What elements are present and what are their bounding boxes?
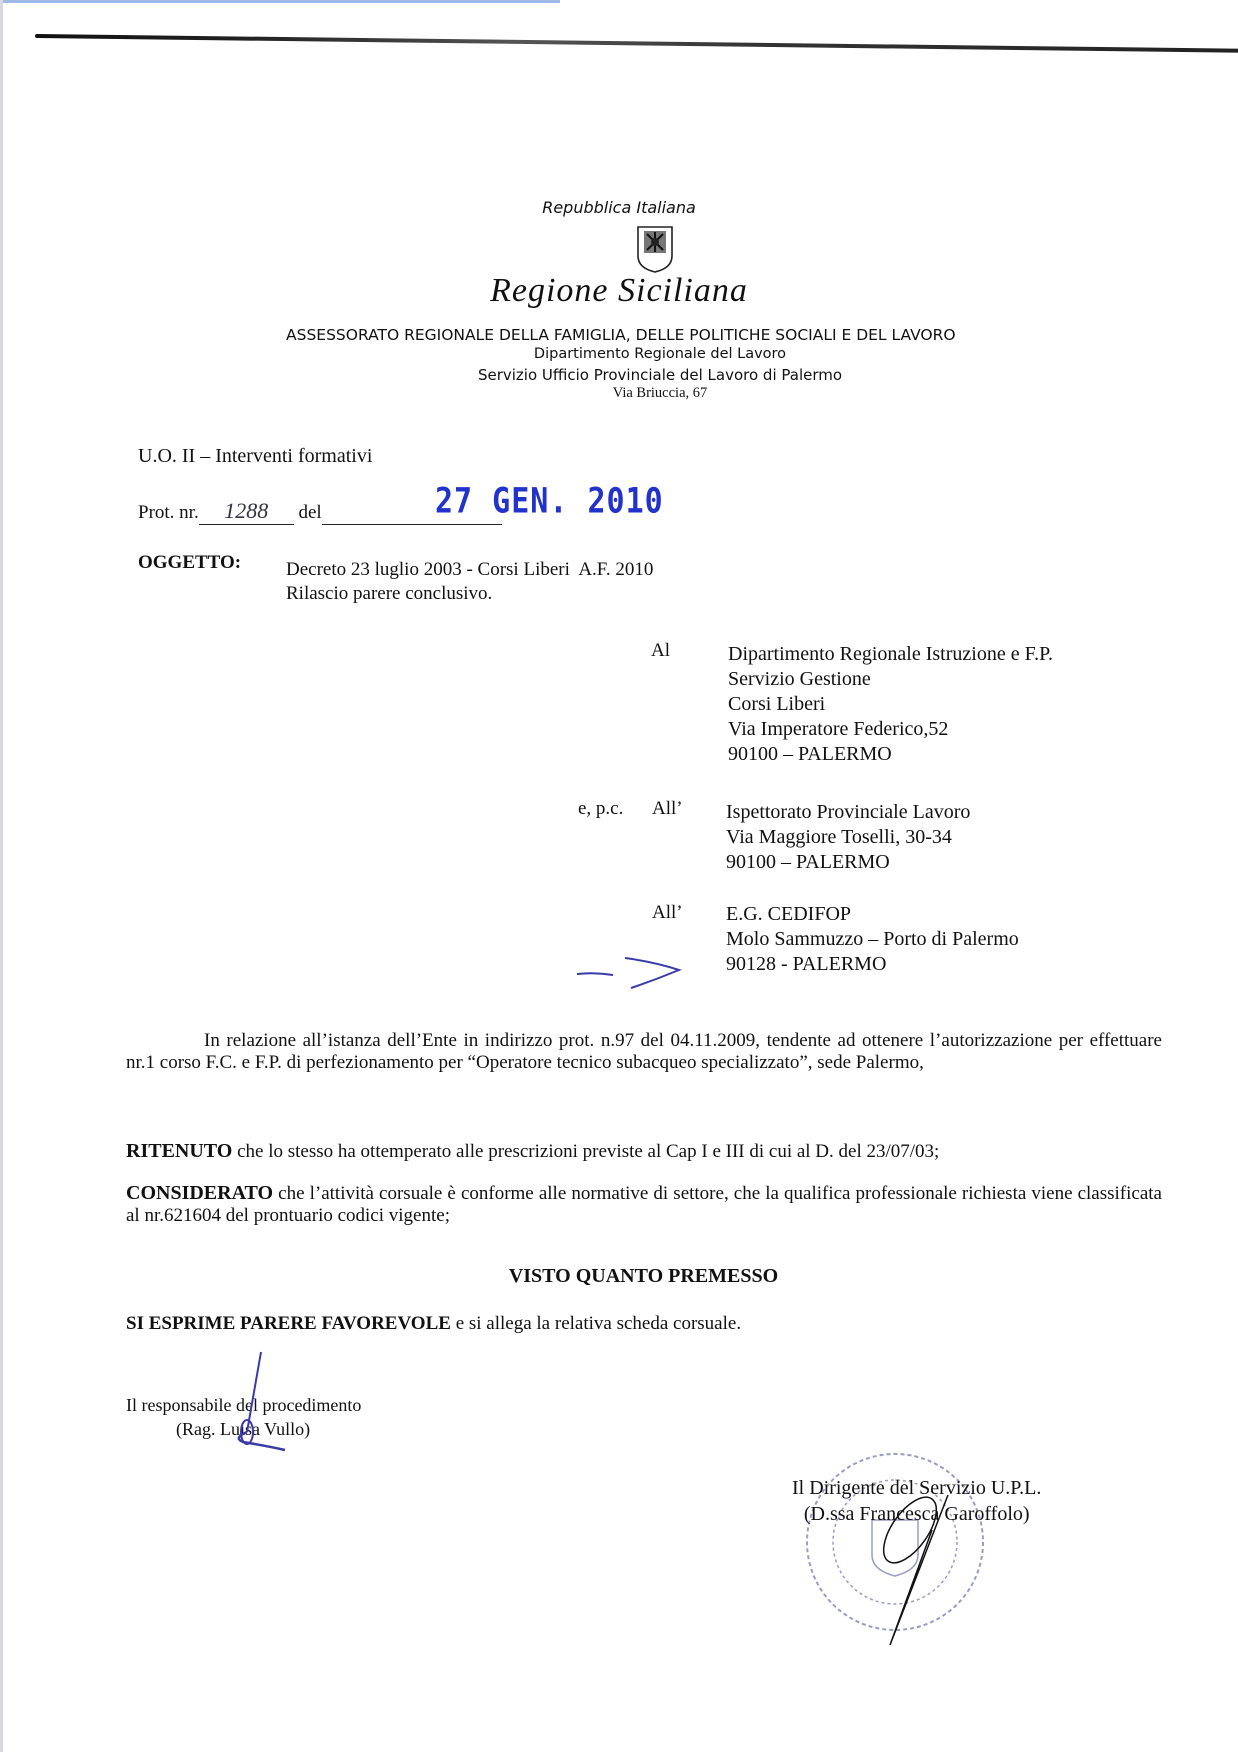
recipient-2-article: All’ — [652, 798, 683, 819]
ritenuto-text: che lo stesso ha ottemperato alle prescrizioni previste al Cap I e III di cui al D. del 23/07/03; — [232, 1141, 940, 1162]
director-name: (D.ssa Francesca Garoffolo) — [803, 1503, 1030, 1525]
ritenuto-paragraph — [126, 1140, 1162, 1163]
recipient-line: Ispettorato Provinciale Lavoro — [726, 801, 971, 823]
recipient-line: Via Maggiore Toselli, 30-34 — [726, 826, 952, 848]
considerato-label: CONSIDERATO — [126, 1182, 274, 1204]
intro-paragraph — [126, 1030, 1162, 1074]
parere-text: e si allega la relativa scheda corsuale. — [450, 1313, 742, 1334]
subject-line-1: Decreto 23 luglio 2003 - Corsi Liberi A.F. 2010 — [286, 559, 654, 580]
handwritten-arrow-icon — [575, 950, 685, 995]
scan-artifact-top — [0, 0, 560, 3]
assessorato-heading: ASSESSORATO REGIONALE DELLA FAMIGLIA, DELLE POLITICHE SOCIALI E DEL LAVORO — [286, 326, 956, 344]
protocol-date-label: del — [298, 502, 322, 523]
recipient-line: 90128 - PALERMO — [726, 953, 887, 975]
recipient-line: 90100 – PALERMO — [726, 851, 890, 873]
department-heading: Dipartimento Regionale del Lavoro — [533, 346, 787, 362]
protocol-label: Prot. nr. — [138, 502, 199, 523]
recipient-line: Molo Sammuzzo – Porto di Palermo — [726, 928, 1019, 950]
ritenuto-label: RITENUTO — [126, 1140, 233, 1162]
director-title: Il Dirigente del Servizio U.P.L. — [792, 1477, 1042, 1499]
region-wordmark: Regione Siciliana — [490, 272, 748, 309]
responsible-title: Il responsabile del procedimento — [126, 1395, 362, 1415]
recipient-line: Servizio Gestione — [728, 668, 871, 690]
protocol-number: 1288 — [199, 498, 294, 525]
recipient-2-address — [726, 800, 970, 875]
parere-label: SI ESPRIME PARERE FAVOREVOLE — [126, 1313, 451, 1334]
considerato-paragraph — [126, 1182, 1162, 1227]
recipient-3-article: All’ — [652, 902, 683, 923]
recipient-article: Al — [651, 640, 670, 661]
handwritten-signature-icon — [225, 1350, 295, 1455]
recipient-line: Via Imperatore Federico,52 — [728, 718, 949, 740]
director-handwritten-signature-icon — [870, 1490, 990, 1655]
parere-paragraph — [126, 1313, 741, 1335]
office-address: Via Briuccia, 67 — [612, 385, 708, 401]
visto-heading: VISTO QUANTO PREMESSO — [508, 1265, 779, 1287]
scan-artifact-edge — [0, 0, 3, 1752]
recipient-1-prefix — [560, 640, 680, 662]
date-stamp: 27 GEN. 2010 — [435, 481, 664, 522]
responsible-name: (Rag. Luisa Vullo) — [176, 1419, 311, 1439]
recipient-line: E.G. CEDIFOP — [726, 903, 852, 925]
subject-line-2: Rilascio parere conclusivo. — [286, 583, 493, 604]
recipient-2-prefix: e, p.c. — [578, 798, 624, 819]
sicily-coat-of-arms-icon — [635, 224, 675, 274]
service-heading: Servizio Ufficio Provinciale del Lavoro di Palermo — [477, 366, 843, 384]
considerato-text: che l’attività corsuale è conforme alle normative di settore, che la qualifica professionale richiesta viene classificata al nr.621604 del prontuario codici vigente; — [126, 1183, 1162, 1226]
office-unit: U.O. II – Interventi formativi — [138, 445, 373, 467]
recipient-line: 90100 – PALERMO — [728, 743, 892, 765]
recipient-1-address — [728, 642, 1053, 767]
subject-label: OGGETTO: — [138, 552, 242, 573]
recipient-line: Corsi Liberi — [728, 693, 826, 715]
subject-text — [286, 558, 653, 606]
recipient-3-address — [726, 902, 1019, 977]
republic-label: Repubblica Italiana — [542, 198, 696, 217]
scan-artifact-line — [35, 34, 1238, 53]
intro-text: In relazione all’istanza dell’Ente in indirizzo prot. n.97 del 04.11.2009, tendente ad ottenere l’autorizzazione per effettuare nr.1 corso F.C. e F.P. di perfezionamento per “Operatore tecnico subacqueo specializzato”, sede Palermo, — [126, 1030, 1162, 1073]
recipient-line: Dipartimento Regionale Istruzione e F.P. — [728, 643, 1053, 665]
